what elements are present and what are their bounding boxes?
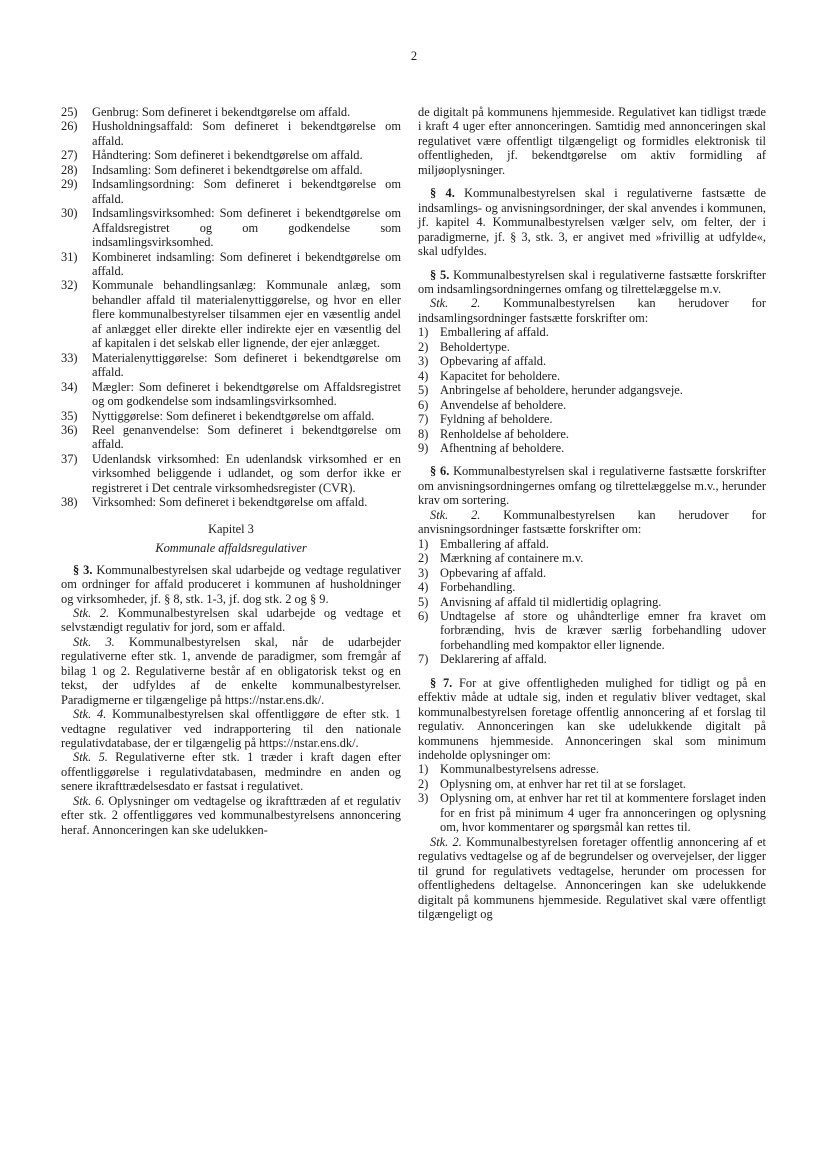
section-paragraph	[418, 268, 766, 297]
list-item-number: 3)	[418, 565, 429, 580]
list-item-number: 6)	[418, 397, 429, 412]
list-item-number: 3)	[418, 791, 429, 806]
list-item-number: 27)	[61, 148, 78, 163]
list-item-number: 31)	[61, 249, 78, 264]
stk-number: Stk. 3.	[73, 634, 115, 649]
list-item	[418, 777, 766, 791]
list-item-text: Indsamlingsvirksomhed: Som defineret i bekendtgørelse om Affaldsregistret og om godkendelse som indsamlingsvirksomhed.	[92, 206, 401, 250]
right-column	[418, 105, 766, 921]
stk-number: Stk. 2.	[73, 605, 110, 620]
chapter-subtitle: Kommunale affaldsregulativer	[155, 541, 307, 556]
section-number: § 7.	[430, 675, 453, 690]
list-item-number: 32)	[61, 278, 78, 293]
paragraph	[61, 635, 401, 707]
list-item-number: 3)	[418, 354, 429, 369]
paragraph-text: Kommunalbestyrelsen skal, når de udarbejder regulativerne efter stk. 1, anvende de paradigmer, som fremgår af bilag 1 og 2. Regulativerne består af en obligatorisk tekst og en tekst, der udfyldes af de enkelte kommunalbestyrelser. Paradigmerne er tilgængelige på https://nstar.ens.dk/.	[61, 634, 401, 707]
paragraph	[61, 707, 401, 750]
list-item-number: 1)	[418, 536, 429, 551]
list-item-text: Opbevaring af affald.	[440, 354, 547, 369]
list-item	[418, 537, 766, 551]
list-item-number: 29)	[61, 177, 78, 192]
paragraph	[418, 508, 766, 537]
chapter-heading: Kapitel 3	[208, 521, 254, 536]
list-item	[418, 595, 766, 609]
stk-number: Stk. 2.	[430, 834, 462, 849]
list-item	[61, 163, 401, 177]
list-item-text: Renholdelse af beholdere.	[440, 426, 570, 441]
paragraph-text: Kommunalbestyrelsen skal udarbejde og vedtage regulativer om ordninger for affald produceret i kommunen af husholdninger og virksomheder, jf. § 8, stk. 1-3, jf. dog stk. 2 og § 9.	[61, 562, 401, 606]
list-item-text: Emballering af affald.	[440, 325, 549, 340]
list-item	[418, 383, 766, 397]
paragraph	[61, 606, 401, 635]
list-item-text: Anvendelse af beholdere.	[440, 397, 567, 412]
list-item	[418, 398, 766, 412]
list-item-text: Anbringelse af beholdere, herunder adgangsveje.	[440, 383, 683, 398]
paragraph	[418, 296, 766, 325]
list-item-number: 36)	[61, 422, 78, 437]
list-item-text: Reel genanvendelse: Som defineret i bekendtgørelse om affald.	[92, 422, 401, 452]
page-number: 2	[410, 49, 418, 63]
list-item	[61, 380, 401, 409]
list-item	[61, 250, 401, 279]
numbered-list	[418, 325, 766, 455]
stk-number: Stk. 2.	[430, 296, 481, 311]
list-item-number: 4)	[418, 580, 429, 595]
list-item	[418, 325, 766, 339]
list-item-text: Kommunalbestyrelsens adresse.	[440, 762, 599, 777]
list-item-number: 35)	[61, 408, 78, 423]
list-item-text: Udenlandsk virksomhed: En udenlandsk virksomhed er en virksomhed beliggende i udlandet, og som derfor ikke er registreret i Det centrale virksomhedsregister (CVR).	[92, 451, 401, 495]
list-item-text: Opbevaring af affald.	[440, 565, 547, 580]
list-item	[418, 412, 766, 426]
list-item-text: Kommunale behandlingsanlæg: Kommunale anlæg, som behandler affald til materialenyttiggørelse, og hvor en eller flere kommunalbestyrelser tilsammen ejer en væsentlig andel af anlægget eller direkte eller indirekte ejer en væsentlig del af kapitalen i det selskab eller lignende, der ejer anlægget.	[92, 278, 401, 351]
list-item	[418, 609, 766, 652]
paragraph	[61, 750, 401, 793]
stk-number: Stk. 6.	[73, 793, 105, 808]
list-item-text: Virksomhed: Som defineret i bekendtgørelse om affald.	[92, 495, 368, 510]
list-item	[418, 427, 766, 441]
list-item	[61, 351, 401, 380]
list-item-number: 38)	[61, 495, 78, 510]
list-item-text: Kapacitet for beholdere.	[440, 368, 561, 383]
list-item	[418, 551, 766, 565]
list-item-number: 1)	[418, 325, 429, 340]
list-item-number: 8)	[418, 426, 429, 441]
paragraph-text: Kommunalbestyrelsen kan herudover for anvisningsordninger fastsætte forskrifter om:	[418, 507, 766, 537]
list-item	[61, 148, 401, 162]
list-item-text: Fyldning af beholdere.	[440, 412, 553, 427]
list-item-text: Mærkning af containere m.v.	[440, 551, 584, 566]
numbered-list	[61, 105, 401, 510]
list-item	[418, 566, 766, 580]
list-item-number: 5)	[418, 594, 429, 609]
paragraph-text: Kommunalbestyrelsen skal i regulativerne fastsætte de indsamlings- og anvisningsordninger, der skal anvendes i kommunen, jf. kapitel 4. Kommunalbestyrelsen vælger selv, om felter, der i paradigmerne, jf. § 3, stk. 3, er angivet med »frivillig at udfylde«, skal udfyldes.	[418, 186, 766, 259]
list-item-text: Genbrug: Som defineret i bekendtgørelse om affald.	[92, 105, 351, 119]
list-item-text: Undtagelse af store og uhåndterlige emner fra kravet om forbrænding, hvis de kræver særlig forbehandling udover forbehandling med kompaktor eller lignende.	[440, 608, 766, 652]
list-item-text: Afhentning af beholdere.	[440, 440, 565, 455]
list-item	[61, 409, 401, 423]
list-item-number: 6)	[418, 608, 429, 623]
paragraph-text: For at give offentligheden mulighed for tidligt og på en effektiv måde at udtale sig, inden et regulativ bliver vedtaget, skal kommunalbestyrelsen foretage offentlig annoncering af et forslag til regulativ. Annonceringen kan ske udelukkende digitalt på kommunens hjemmeside. Annonceringen skal som minimum indeholde oplysninger om:	[418, 675, 766, 763]
list-item	[418, 354, 766, 368]
list-item-text: Nyttiggørelse: Som defineret i bekendtgørelse om affald.	[92, 408, 375, 423]
list-item-number: 2)	[418, 776, 429, 791]
list-item	[61, 495, 401, 509]
section-paragraph	[61, 563, 401, 606]
list-item	[418, 791, 766, 834]
list-item-text: Deklarering af affald.	[440, 652, 547, 667]
list-item-text: Emballering af affald.	[440, 536, 549, 551]
list-item-number: 7)	[418, 652, 429, 667]
paragraph-text: Kommunalbestyrelsen skal offentliggøre de efter stk. 1 vedtagne regulativer ved indrapportering til den nationale regulativdatabase, der er tilgængelig på https://nstar.ens.dk/.	[61, 707, 401, 751]
list-item-text: Indsamlingsordning: Som defineret i bekendtgørelse om affald.	[92, 177, 401, 206]
list-item-number: 4)	[418, 368, 429, 383]
list-item-number: 28)	[61, 162, 78, 177]
list-item	[418, 652, 766, 666]
list-item	[61, 452, 401, 495]
list-item-number: 5)	[418, 383, 429, 398]
list-item	[418, 580, 766, 594]
paragraph-text: de digitalt på kommunens hjemmeside. Regulativet kan tidligst træde i kraft 4 uger efter annonceringen. Samtidig med annonceringen skal regulativet være offentligt tilgængeligt og formidles elektronisk til offentligheden, jf. bekendtgørelse om aktiv formidling af miljøoplysninger.	[418, 105, 766, 177]
list-item-number: 30)	[61, 206, 78, 221]
paragraph	[418, 105, 766, 177]
list-item-number: 33)	[61, 350, 78, 365]
stk-number: Stk. 2.	[430, 507, 481, 522]
section-number: § 6.	[430, 464, 450, 479]
paragraph-text: Kommunalbestyrelsen skal i regulativerne fastsætte forskrifter om anvisningsordningernes omfang og tilrettelæggelse m.v., herunder krav om sortering.	[418, 464, 766, 508]
section-paragraph	[418, 464, 766, 507]
list-item-number: 34)	[61, 379, 78, 394]
list-item-number: 37)	[61, 451, 78, 466]
section-paragraph	[418, 186, 766, 258]
list-item-text: Husholdningsaffald: Som defineret i bekendtgørelse om affald.	[92, 119, 401, 148]
list-item-number: 26)	[61, 119, 78, 134]
list-item	[61, 278, 401, 350]
paragraph-text: Oplysninger om vedtagelse og ikrafttræden af et regulativ efter stk. 2 offentliggøres ved kommunalbestyrelsens annoncering heraf. Annonceringen kan ske udelukken-	[61, 793, 401, 837]
stk-number: Stk. 5.	[73, 750, 108, 765]
list-item-text: Håndtering: Som defineret i bekendtgørelse om affald.	[92, 148, 363, 163]
paragraph-text: Kommunalbestyrelsen foretager offentlig annoncering af et regulativs vedtagelse og af de begrundelser og overvejelser, der ligger til grund for regulativets vedtagelse, herunder om processen for offentlighedens deltagelse. Annonceringen kan ske udelukkende digitalt på kommunens hjemmeside. Regulativet skal være offentligt tilgængeligt og	[418, 834, 766, 922]
list-item	[61, 105, 401, 119]
list-item-text: Anvisning af affald til midlertidig oplagring.	[440, 594, 662, 609]
section-paragraph	[418, 676, 766, 763]
section-number: § 5.	[430, 267, 450, 282]
list-item-number: 2)	[418, 551, 429, 566]
paragraph-text: Kommunalbestyrelsen skal udarbejde og vedtage et selvstændigt regulativ for jord, som er affald.	[61, 605, 401, 635]
list-item-number: 2)	[418, 339, 429, 354]
list-item-text: Oplysning om, at enhver har ret til at se forslaget.	[440, 776, 687, 791]
list-item-text: Materialenyttiggørelse: Som defineret i bekendtgørelse om affald.	[92, 350, 401, 380]
numbered-list	[418, 762, 766, 834]
list-item	[61, 177, 401, 206]
list-item-text: Mægler: Som defineret i bekendtgørelse om Affaldsregistret og om godkendelse som indsamlingsvirksomhed.	[92, 379, 401, 409]
list-item-number: 9)	[418, 440, 429, 455]
paragraph	[61, 794, 401, 837]
list-item-text: Beholdertype.	[440, 339, 510, 354]
list-item-number: 1)	[418, 762, 429, 777]
list-item-text: Forbehandling.	[440, 580, 516, 595]
stk-number: Stk. 4.	[73, 707, 107, 722]
numbered-list	[418, 537, 766, 667]
paragraph-text: Kommunalbestyrelsen skal i regulativerne fastsætte forskrifter om indsamlingsordningernes omfang og tilrettelæggelse m.v.	[418, 267, 766, 296]
section-number: § 4.	[430, 186, 455, 201]
paragraph-text: Kommunalbestyrelsen kan herudover for indsamlingsordninger fastsætte forskrifter om:	[418, 296, 766, 325]
section-number: § 3.	[73, 562, 93, 577]
paragraph-text: Regulativerne efter stk. 1 træder i kraft dagen efter offentliggørelse i regulativdatabasen, medmindre en anden og senere ikrafttrædelsesdato er fastsat i regulativet.	[61, 750, 401, 794]
left-column	[61, 105, 401, 837]
list-item-text: Oplysning om, at enhver har ret til at kommentere forslaget inden for en frist på minimum 4 uger fra annonceringen og oplysning om, hvor kommentarer og spørgsmål kan rettes til.	[440, 791, 766, 835]
list-item	[61, 423, 401, 452]
list-item-number: 25)	[61, 105, 78, 119]
paragraph	[418, 835, 766, 922]
list-item-text: Kombineret indsamling: Som defineret i bekendtgørelse om affald.	[92, 249, 401, 278]
list-item-text: Indsamling: Som defineret i bekendtgørelse om affald.	[92, 162, 363, 177]
list-item	[61, 119, 401, 148]
list-item-number: 7)	[418, 412, 429, 427]
list-item	[418, 369, 766, 383]
list-item	[61, 206, 401, 249]
list-item	[418, 762, 766, 776]
list-item	[418, 441, 766, 455]
list-item	[418, 340, 766, 354]
